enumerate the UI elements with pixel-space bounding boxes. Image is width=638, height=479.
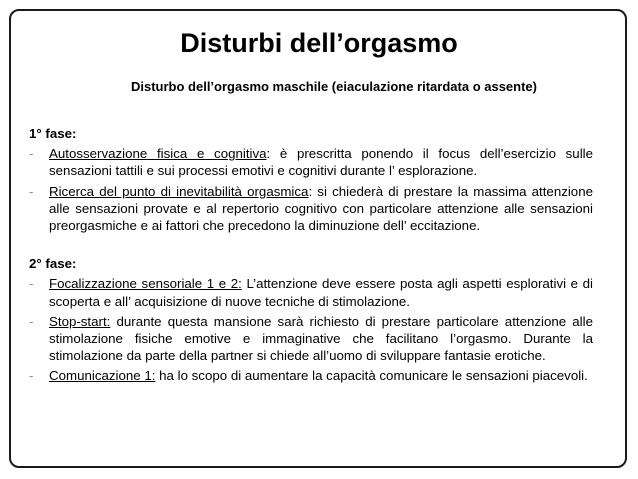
list-item <box>29 313 593 365</box>
bullet-dash: - <box>29 276 34 292</box>
bullet-dash: - <box>29 146 34 162</box>
list-item <box>29 275 593 309</box>
item-title: Autosservazione fisica e cognitiva <box>49 146 267 162</box>
item-text: L’attenzione deve essere posta agli aspetti esplorativi e di scoperta e all’ acquisizione di nuove tecniche di stimolazione. <box>49 276 594 309</box>
item-title: Focalizzazione sensoriale 1 e 2: <box>49 276 242 292</box>
phase-heading: 1° fase: <box>29 126 77 141</box>
item-title: Comunicazione 1: <box>49 368 156 384</box>
list-item <box>29 367 593 384</box>
item-title: Ricerca del punto di inevitabilità orgasmica <box>49 183 309 199</box>
bullet-dash: - <box>29 313 34 329</box>
item-text: : si chiederà di prestare la massima attenzione alle sensazioni provate e al repertorio cognitivo con particolare attenzione alle sensazioni preorgasmiche e ai fattori che precedono la diminuzione dell’ eccitazione. <box>49 183 593 234</box>
phase-heading: 2° fase: <box>29 256 77 272</box>
phase-2 <box>29 255 593 384</box>
list-item <box>29 145 593 179</box>
item-title: Stop-start: <box>49 313 111 329</box>
list-item <box>29 183 593 235</box>
item-text: ha lo scopo di aumentare la capacità comunicare le sensazioni piacevoli. <box>155 368 588 384</box>
bullet-dash: - <box>29 183 34 199</box>
phase-1 <box>29 125 593 234</box>
bullet-dash: - <box>29 368 34 384</box>
item-text: durante questa mansione sarà richiesto di prestare particolare attenzione alle stimolazione fisiche emotive e immaginative che facilitano l’orgasmo. Durante la stimolazione da parte della partner si chiede all’uomo di sviluppare fantasie erotiche. <box>49 313 593 364</box>
page-title: Disturbi dell’orgasmo <box>180 28 458 58</box>
item-text: : è prescritta ponendo il focus dell’esercizio sulle sensazioni tattili e sui processi emotivi e cognitivi durante l’ esplorazione. <box>49 146 593 179</box>
content <box>29 125 593 388</box>
subtitle: Disturbo dell’orgasmo maschile (eiaculazione ritardata o assente) <box>130 79 537 94</box>
